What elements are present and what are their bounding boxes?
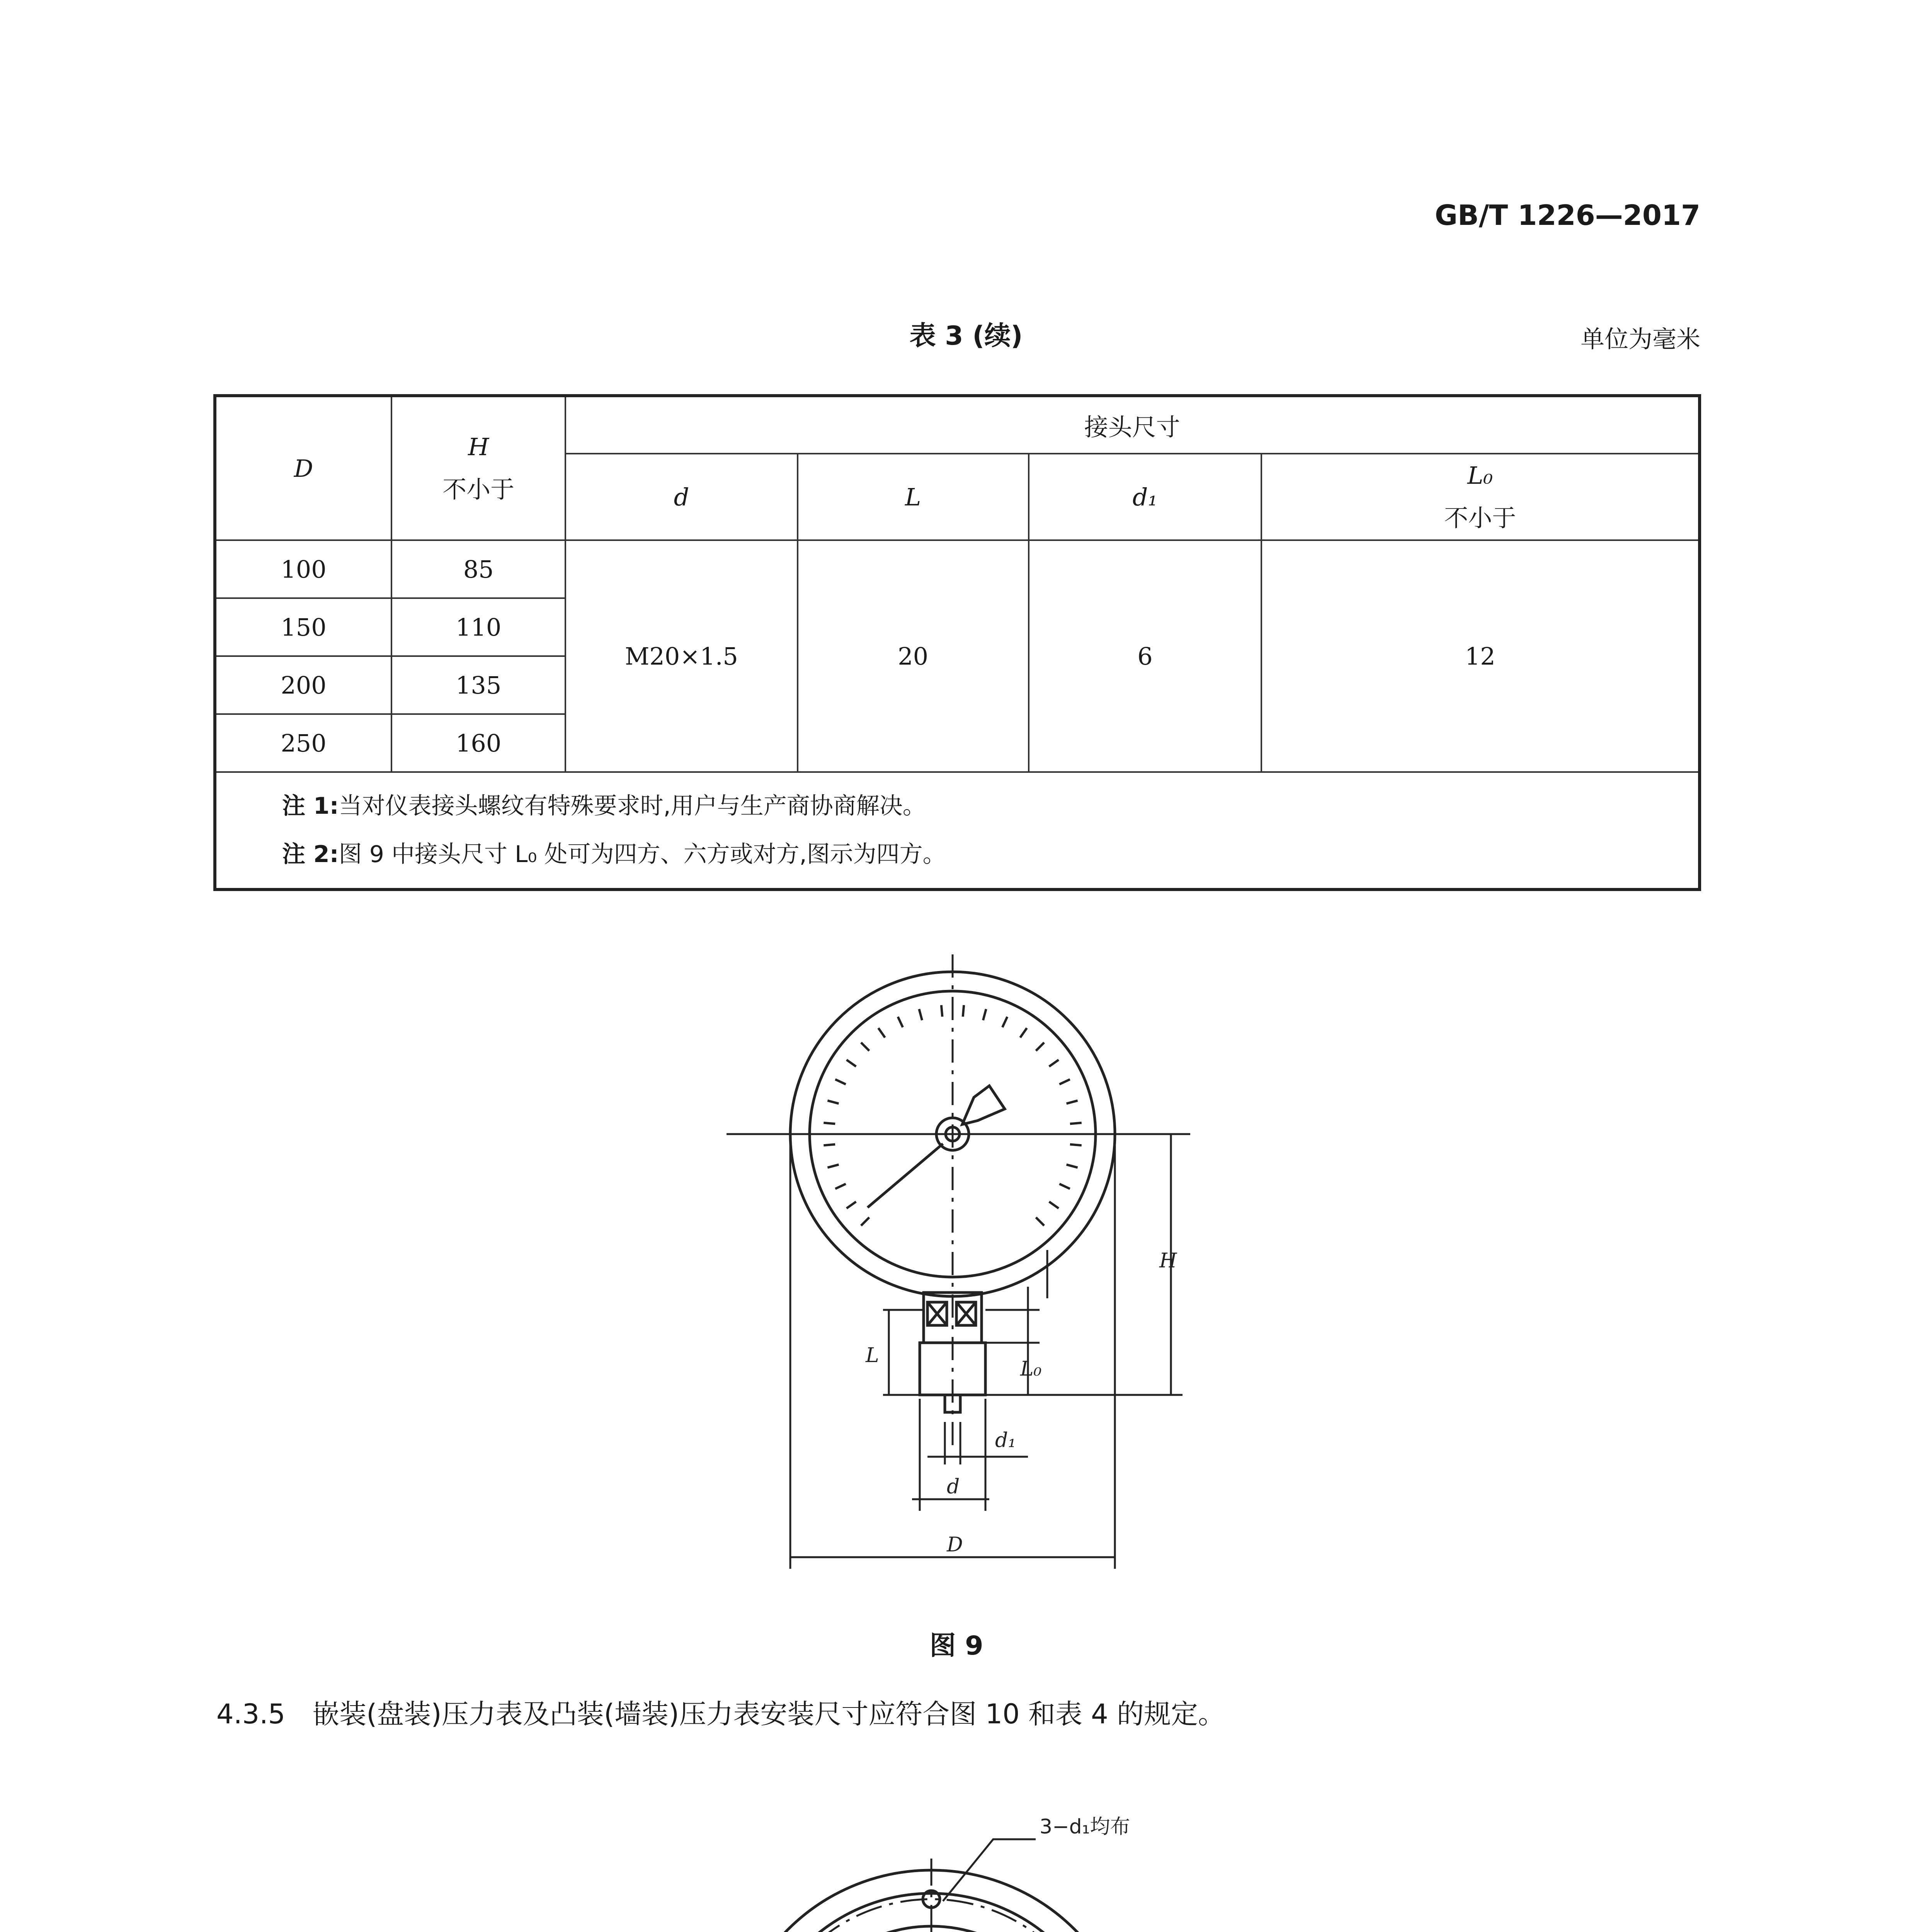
header-H-sub: 不小于 [442,475,515,503]
pointer-tail [962,1086,1005,1124]
clause-number: 4.3.5 [216,1698,286,1730]
cell-d: M20×1.5 [565,540,797,772]
dial-tick [919,1009,922,1020]
table-title: 表 3 (续) [909,321,1023,351]
cell-D: 100 [215,540,391,598]
table-notes [215,772,1700,889]
label-L: L [866,1344,879,1367]
header-H [391,396,565,540]
dial-tick [835,1079,846,1084]
dial-tick [861,1043,869,1051]
table-row [215,540,1700,598]
dimension-lines [715,1839,1148,1932]
cell-L: 20 [798,540,1029,772]
cell-D: 150 [215,598,391,656]
header-D: D [215,396,391,540]
pointer-needle [868,1144,943,1208]
label-L0: L₀ [1020,1357,1042,1381]
clause-4-3-5 [216,1692,1704,1731]
dial-tick [1067,1100,1078,1104]
dial-tick [963,1005,964,1017]
header-H-label: H [468,433,489,461]
clause-text: 嵌装(盘装)压力表及凸装(墙装)压力表安装尺寸应符合图 10 和表 4 的规定。 [312,1698,1225,1730]
dial-tick [1002,1017,1007,1027]
cell-H: 110 [391,598,565,656]
label-holes: 3−d₁均布 [1040,1815,1130,1838]
header-joint: 接头尺寸 [565,396,1700,454]
dial-tick [1049,1202,1059,1208]
standard-code: GB/T 1226—2017 [1434,199,1700,231]
dial-tick [1036,1218,1044,1226]
header-d: d [565,454,797,540]
dial-tick [983,1009,986,1020]
dial-tick [1059,1079,1070,1084]
header-L0 [1261,454,1700,540]
header-d1: d₁ [1029,454,1262,540]
dial-tick [847,1202,856,1208]
cell-d1: 6 [1029,540,1262,772]
dial-tick [847,1060,856,1066]
cell-D: 250 [215,714,391,772]
dimension-table [213,394,1701,891]
dial-tick [1059,1184,1070,1189]
dial-tick [1067,1165,1078,1168]
cell-H: 85 [391,540,565,598]
label-D: D [947,1533,963,1556]
dial-tick [1070,1123,1082,1124]
figure-9-caption: 图 9 [929,1631,984,1661]
dial-tick [878,1028,885,1038]
label-d1: d₁ [995,1429,1016,1452]
dial-tick [1036,1043,1044,1051]
dial-tick [898,1017,903,1027]
dial-tick [861,1218,869,1226]
label-H: H [1159,1249,1177,1272]
cell-L0: 12 [1261,540,1700,772]
dial-tick [827,1165,839,1168]
note-2: 注 2:图 9 中接头尺寸 L₀ 处可为四方、六方或对方,图示为四方。 [282,841,946,868]
dial-tick [1049,1060,1059,1066]
dial-tick [1020,1028,1027,1038]
header-L: L [798,454,1029,540]
dial-tick [827,1100,839,1104]
figure-10-gauge-drawing [696,1801,1217,1932]
dial-tick [941,1005,943,1017]
cell-H: 160 [391,714,565,772]
dial-tick [824,1123,835,1124]
header-L0-sub: 不小于 [1444,504,1516,532]
dial-tick [824,1145,835,1146]
cell-H: 135 [391,656,565,714]
table-unit: 单位为毫米 [1580,325,1700,353]
dial-tick [835,1184,846,1189]
note-1: 注 1:当对仪表接头螺纹有特殊要求时,用户与生产商协商解决。 [282,793,926,820]
dial-tick [1070,1145,1082,1146]
figure-9-gauge-drawing [715,920,1217,1592]
cell-D: 200 [215,656,391,714]
header-L0-label: L₀ [1467,461,1493,490]
label-d: d [947,1475,960,1498]
